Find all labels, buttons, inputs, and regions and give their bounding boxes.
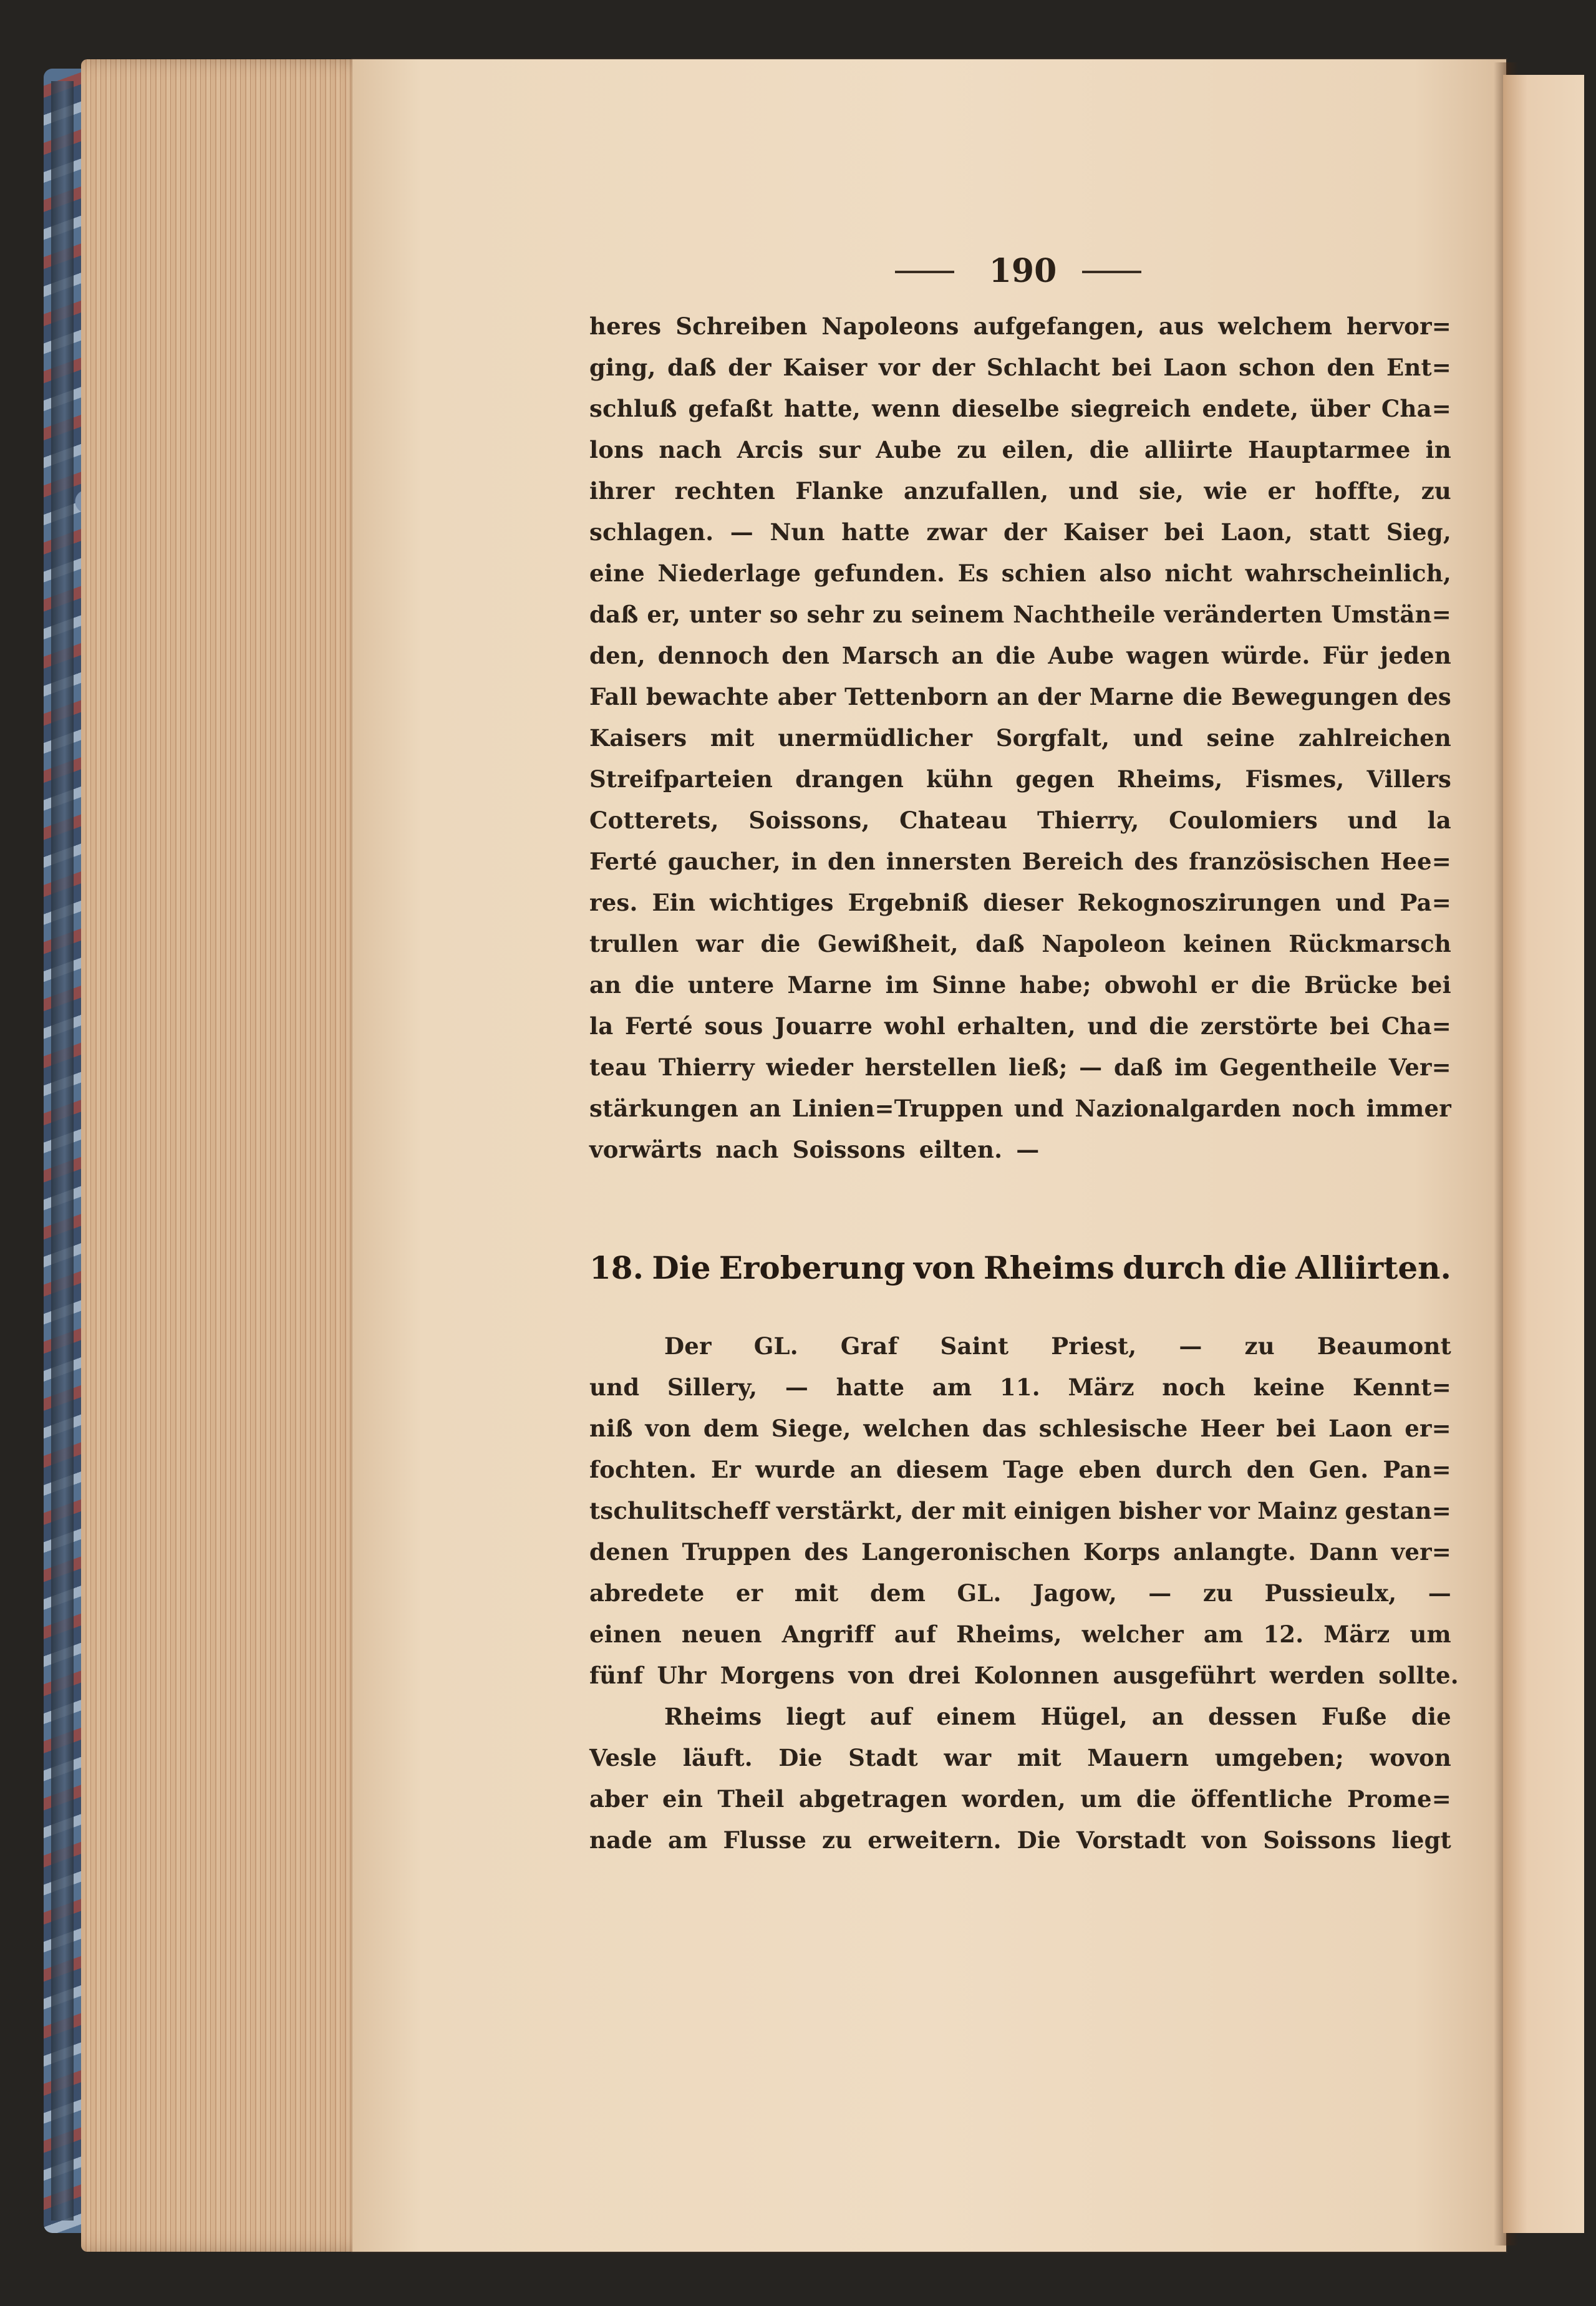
text-line: fochten. Er wurde an diesem Tage eben durch den Gen. Pan= (589, 1456, 1451, 1483)
text-line: la Ferté sous Jouarre wohl erhalten, und die zerstörte bei Cha= (589, 1012, 1451, 1040)
text-line: lons nach Arcis sur Aube zu eilen, die alliirte Hauptarmee in (589, 436, 1451, 463)
text-line: heres Schreiben Napoleons aufgefangen, aus welchem hervor= (589, 312, 1451, 340)
text-line: denen Truppen des Langeronischen Korps anlangte. Dann ver= (589, 1538, 1451, 1566)
text-line: eine Niederlage gefunden. Es schien also nicht wahrscheinlich, (589, 560, 1451, 587)
text-line: ging, daß der Kaiser vor der Schlacht bei Laon schon den Ent= (589, 354, 1451, 381)
text-line: schluß gefaßt hatte, wenn dieselbe siegreich endete, über Cha= (589, 395, 1451, 422)
page-number-rule-right (1082, 271, 1141, 273)
text-line: nade am Flusse zu erweitern. Die Vorstadt von Soissons liegt (589, 1826, 1451, 1854)
text-line: Vesle läuft. Die Stadt war mit Mauern umgeben; wovon (589, 1744, 1451, 1771)
text-line: aber ein Theil abgetragen worden, um die öffentliche Prome= (589, 1785, 1451, 1813)
text-line: an die untere Marne im Sinne habe; obwohl er die Brücke bei (589, 971, 1451, 999)
text-line: trullen war die Gewißheit, daß Napoleon keinen Rückmarsch (589, 930, 1451, 957)
text-line: niß von dem Siege, welchen das schlesische Heer bei Laon er= (589, 1415, 1451, 1442)
paragraph-2 (589, 1325, 1459, 1696)
text-line: den, dennoch den Marsch an die Aube wagen würde. Für jeden (589, 642, 1451, 669)
text-line: Rheims liegt auf einem Hügel, an dessen Fuße die (664, 1703, 1451, 1730)
text-line: und Sillery, — hatte am 11. März noch keine Kennt= (589, 1373, 1451, 1401)
text-line: daß er, unter so sehr zu seinem Nachtheile veränderten Umstän= (589, 601, 1451, 628)
text-line: stärkungen an Linien=Truppen und Nazionalgarden noch immer (589, 1095, 1451, 1122)
text-line: fünf Uhr Morgens von drei Kolonnen ausgeführt werden sollte. (589, 1662, 1459, 1689)
text-line: Fall bewachte aber Tettenborn an der Marne die Bewegungen des (589, 683, 1451, 710)
section-heading: 18. Die Eroberung von Rheims durch die Alliirten. (589, 1249, 1451, 1286)
facing-page-edge (1503, 75, 1584, 2233)
text-line: Kaisers mit unermüdlicher Sorgfalt, und seine zahlreichen (589, 724, 1451, 752)
page-edges (81, 59, 374, 2252)
text-line: res. Ein wichtiges Ergebniß dieser Rekognoszirungen und Pa= (589, 889, 1451, 916)
paragraph-3 (589, 1696, 1451, 1861)
text-line: Ferté gaucher, in den innersten Bereich des französischen Hee= (589, 848, 1451, 875)
text-line: tschulitscheff verstärkt, der mit einigen bisher vor Mainz gestan= (589, 1497, 1451, 1524)
text-line: einen neuen Angriff auf Rheims, welcher am 12. März um (589, 1620, 1451, 1648)
page-number: 190 (989, 252, 1057, 290)
paragraph-1 (589, 306, 1451, 1170)
text-line: vorwärts nach Soissons eilten. — (589, 1136, 1040, 1163)
text-line: Der GL. Graf Saint Priest, — zu Beaumont (664, 1332, 1451, 1360)
text-line: ihrer rechten Flanke anzufallen, und sie, wie er hoffte, zu (589, 477, 1451, 505)
text-line: abredete er mit dem GL. Jagow, — zu Pussieulx, — (589, 1579, 1451, 1607)
text-line: Cotterets, Soissons, Chateau Thierry, Coulomiers und la (589, 807, 1451, 834)
text-line: teau Thierry wieder herstellen ließ; — daß im Gegentheile Ver= (589, 1054, 1451, 1081)
text-line: schlagen. — Nun hatte zwar der Kaiser bei Laon, statt Sieg, (589, 518, 1451, 546)
text-line: Streifparteien drangen kühn gegen Rheims, Fismes, Villers (589, 765, 1451, 793)
cover-spine-edge (51, 81, 74, 2221)
